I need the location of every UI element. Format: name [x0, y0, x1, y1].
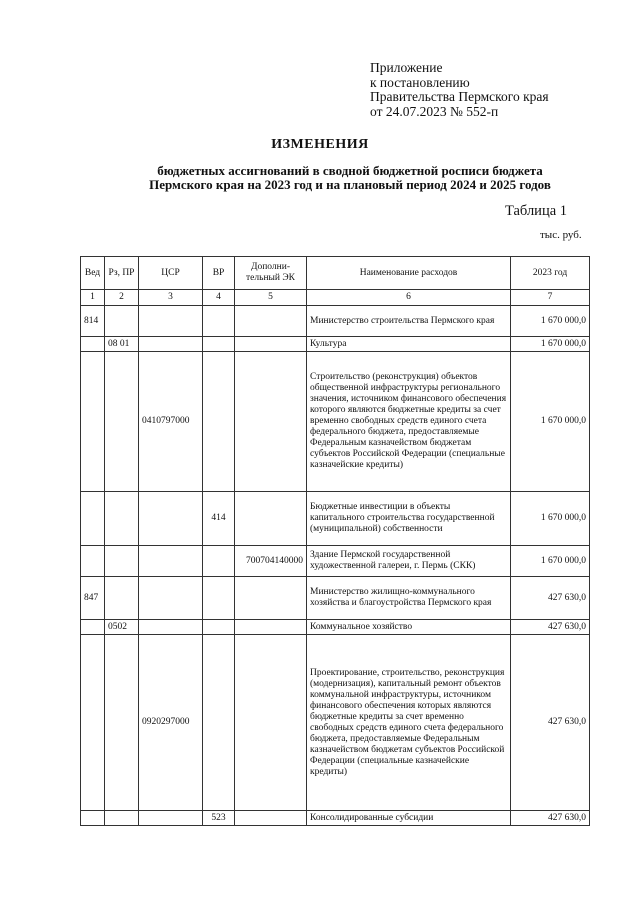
cell-csr: [139, 306, 203, 337]
cell-name: Бюджетные инвестиции в объекты капитального строительства государственной (муниципальной) собственности: [307, 492, 511, 546]
table-row: [81, 546, 590, 577]
column-number: 3: [139, 290, 203, 306]
cell-amount: 427 630,0: [511, 620, 590, 635]
cell-vr: [203, 546, 235, 577]
cell-amount: 427 630,0: [511, 811, 590, 826]
cell-ved: [81, 492, 105, 546]
cell-ved: [81, 811, 105, 826]
cell-csr: [139, 546, 203, 577]
cell-ek: [235, 635, 307, 811]
table-row: [81, 635, 590, 811]
cell-name: Здание Пермской государственной художественной галереи, г. Пермь (СКК): [307, 546, 511, 577]
cell-ek: [235, 352, 307, 492]
cell-rz-pr: [105, 546, 139, 577]
cell-ved: 814: [81, 306, 105, 337]
appendix-line: Приложение: [370, 60, 443, 75]
cell-csr: [139, 337, 203, 352]
column-number: 2: [105, 290, 139, 306]
header-csr: ЦСР: [139, 257, 203, 290]
column-number: 6: [307, 290, 511, 306]
subtitle-line: Пермского края на 2023 год и на плановый период 2024 и 2025 годов: [149, 177, 551, 192]
header-year: 2023 год: [511, 257, 590, 290]
table-row: [81, 577, 590, 620]
table-row: [81, 620, 590, 635]
table-row: [81, 337, 590, 352]
cell-csr: [139, 492, 203, 546]
cell-amount: 1 670 000,0: [511, 546, 590, 577]
cell-name: Министерство жилищно-коммунального хозяйства и благоустройства Пермского края: [307, 577, 511, 620]
units-label: тыс. руб.: [540, 229, 582, 241]
appendix-block: [370, 61, 549, 119]
cell-ek: [235, 620, 307, 635]
cell-ek: [235, 811, 307, 826]
column-number-row: [81, 290, 590, 306]
table-header-row: [81, 257, 590, 290]
cell-csr: [139, 620, 203, 635]
cell-vr: [203, 352, 235, 492]
appendix-date-number: от 24.07.2023 № 552-п: [370, 103, 499, 119]
table-row: [81, 492, 590, 546]
subtitle-line: бюджетных ассигнований в сводной бюджетной росписи бюджета: [157, 163, 543, 178]
table-row: [81, 811, 590, 826]
column-number: 5: [235, 290, 307, 306]
cell-amount: 1 670 000,0: [511, 337, 590, 352]
cell-rz-pr: [105, 577, 139, 620]
cell-csr: 0920297000: [139, 635, 203, 811]
cell-rz-pr: 0502: [105, 620, 139, 635]
document-subtitle: [60, 164, 640, 192]
cell-ved: 847: [81, 577, 105, 620]
cell-name: Министерство строительства Пермского края: [307, 306, 511, 337]
cell-ved: [81, 352, 105, 492]
cell-csr: 0410797000: [139, 352, 203, 492]
cell-amount: 1 670 000,0: [511, 352, 590, 492]
cell-ved: [81, 620, 105, 635]
cell-amount: 1 670 000,0: [511, 306, 590, 337]
column-number: 7: [511, 290, 590, 306]
cell-vr: [203, 635, 235, 811]
cell-vr: [203, 337, 235, 352]
cell-vr: [203, 306, 235, 337]
cell-rz-pr: [105, 492, 139, 546]
table-row: [81, 306, 590, 337]
cell-name: Консолидированные субсидии: [307, 811, 511, 826]
cell-ved: [81, 635, 105, 811]
cell-ek: [235, 492, 307, 546]
cell-csr: [139, 577, 203, 620]
cell-ek: [235, 306, 307, 337]
cell-name: Коммунальное хозяйство: [307, 620, 511, 635]
header-name: Наименование расходов: [307, 257, 511, 290]
column-number: 4: [203, 290, 235, 306]
cell-vr: [203, 620, 235, 635]
cell-ek: [235, 337, 307, 352]
header-vr: ВР: [203, 257, 235, 290]
cell-csr: [139, 811, 203, 826]
table-row: [81, 352, 590, 492]
header-ek: Дополни-тельный ЭК: [235, 257, 307, 290]
cell-amount: 427 630,0: [511, 635, 590, 811]
budget-table: [80, 256, 590, 826]
appendix-line: к постановлению: [370, 74, 470, 90]
appendix-line: Правительства Пермского края: [370, 89, 549, 104]
cell-name: Строительство (реконструкция) объектов общественной инфраструктуры регионального значения, источником финансового обеспечения которого являются бюджетные кредиты за счет временно свободных средств единого счета федерального бюджета, предоставляемые Федеральным казначейством бюджетам субъектов Российской Федерации (специальные казначейские кредиты): [307, 352, 511, 492]
cell-rz-pr: [105, 635, 139, 811]
cell-ek: [235, 577, 307, 620]
cell-amount: 1 670 000,0: [511, 492, 590, 546]
cell-name: Проектирование, строительство, реконструкция (модернизация), капитальный ремонт объектов коммунальной инфраструктуры, источником финансового обеспечения которых являются бюджетные кредиты за счет временно свободных средств единого счета федерального бюджета, предоставляемые Федеральным казначейством бюджетам субъектов Российской Федерации (специальные казначейские кредиты): [307, 635, 511, 811]
cell-vr: [203, 577, 235, 620]
cell-rz-pr: [105, 811, 139, 826]
cell-ved: [81, 337, 105, 352]
header-ved: Вед: [81, 257, 105, 290]
cell-rz-pr: 08 01: [105, 337, 139, 352]
cell-name: Культура: [307, 337, 511, 352]
cell-vr: 523: [203, 811, 235, 826]
header-rz-pr: Рз, ПР: [105, 257, 139, 290]
cell-vr: 414: [203, 492, 235, 546]
column-number: 1: [81, 290, 105, 306]
cell-ved: [81, 546, 105, 577]
document-title: ИЗМЕНЕНИЯ: [271, 137, 369, 152]
cell-rz-pr: [105, 306, 139, 337]
cell-amount: 427 630,0: [511, 577, 590, 620]
cell-ek: 700704140000: [235, 546, 307, 577]
cell-rz-pr: [105, 352, 139, 492]
table-label: Таблица 1: [505, 203, 568, 219]
